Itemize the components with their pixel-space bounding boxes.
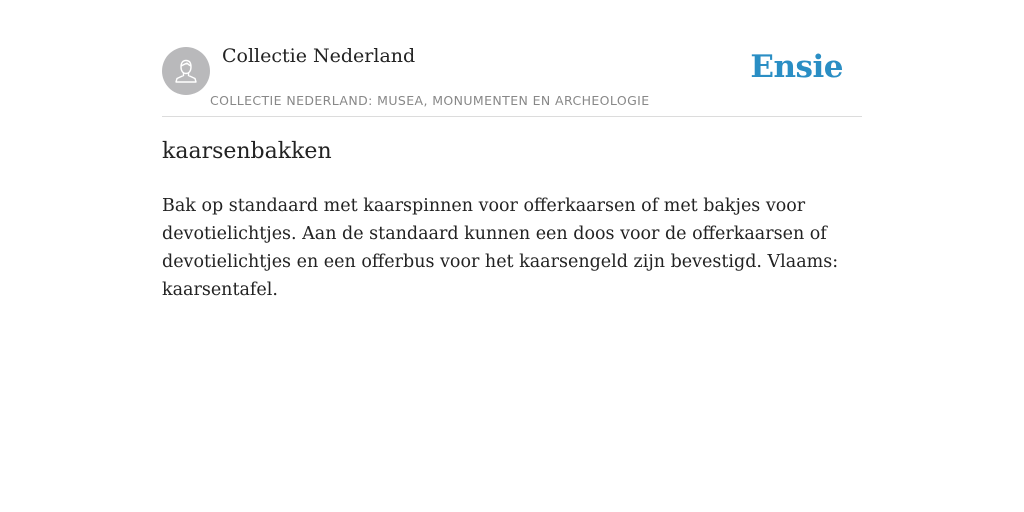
entry-definition: Bak op standaard met kaarspinnen voor offerkaarsen of met bakjes voor devotielichtjes. Aan de standaard kunnen een doos voor de offerkaarsen of devotielichtjes en een offerbus voor het kaarsengeld zijn bevestigd. Vlaams: kaarsentafel.: [162, 196, 839, 300]
brand-logo[interactable]: Ensie: [750, 49, 843, 85]
author-avatar[interactable]: [162, 47, 210, 95]
author-name-link[interactable]: Collectie Nederland: [222, 45, 416, 67]
entry-term: kaarsenbakken: [162, 139, 332, 164]
user-silhouette-icon: [171, 56, 201, 86]
entry-header: [162, 0, 862, 117]
collection-name[interactable]: COLLECTIE NEDERLAND: MUSEA, MONUMENTEN EN ARCHEOLOGIE: [210, 93, 650, 108]
